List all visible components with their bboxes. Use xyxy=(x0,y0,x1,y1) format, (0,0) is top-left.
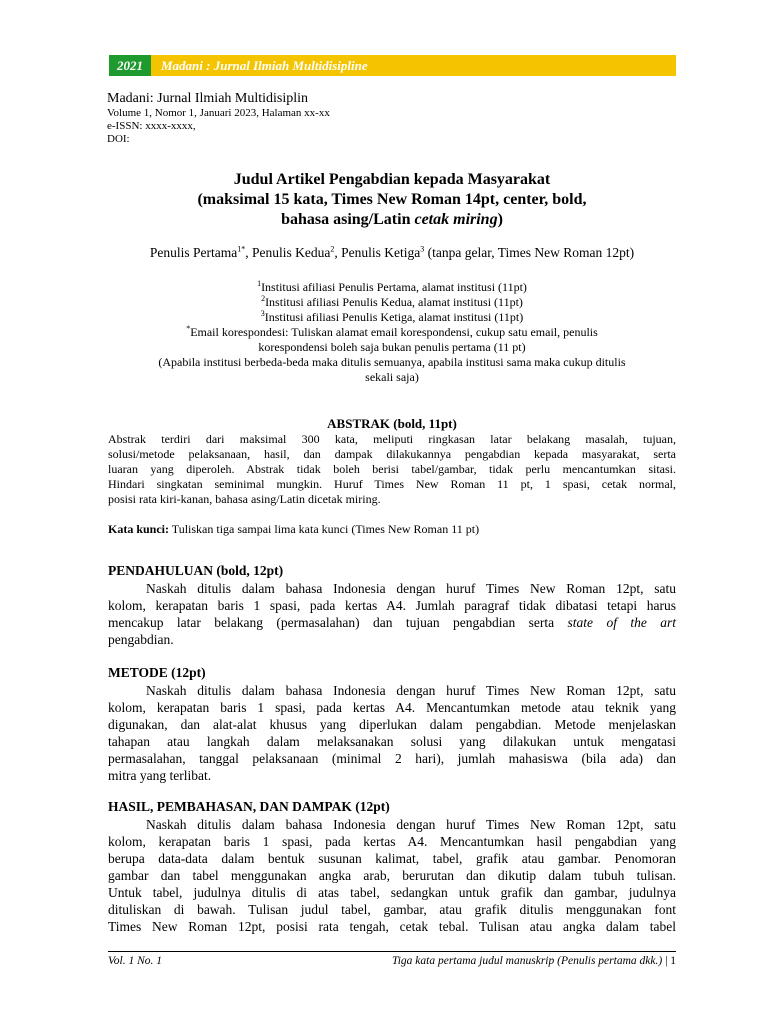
abstract-body xyxy=(108,432,676,507)
affiliation-3-sup: 3 xyxy=(260,309,265,318)
footer-page-number: | 1 xyxy=(662,955,676,967)
section-results-body xyxy=(108,816,676,935)
abstract-line: luaran yang diperoleh. Abstrak tidak boleh berisi tabel/gambar, tidak perlu mencantumkan sitasi. xyxy=(108,462,676,476)
results-line: Naskah ditulis dalam bahasa Indonesia dengan huruf Times New Roman 12pt, satu xyxy=(146,817,676,832)
affiliation-3 xyxy=(108,310,676,325)
journal-header-bar xyxy=(109,55,676,76)
meta-volume: Volume 1, Nomor 1, Januari 2023, Halaman xx-xx xyxy=(107,107,330,119)
abstract-heading: ABSTRAK (bold, 11pt) xyxy=(327,416,457,431)
abstract-line: Hindari singkatan seminimal mungkin. Huruf Times New Roman 11 pt, 1 spasi, cetak normal, xyxy=(108,477,676,491)
abstract-line: posisi rata kiri-kanan, bahasa asing/Latin dicetak miring. xyxy=(108,492,381,506)
intro-line xyxy=(108,614,676,631)
results-line: kolom, kerapatan baris 1 spasi, pada kertas A4. Mencantumkan hasil pengabdian yang xyxy=(108,834,676,849)
section-heading-intro: PENDAHULUAN (bold, 12pt) xyxy=(108,563,284,578)
intro-line-italic: state of the art xyxy=(567,615,676,630)
title-line-3-italic: cetak miring xyxy=(414,211,498,228)
section-intro-body xyxy=(108,580,676,648)
meta-journal: Madani: Jurnal Ilmiah Multidisiplin xyxy=(107,91,309,106)
affiliation-3-text: Institusi afiliasi Penulis Ketiga, alamat institusi (11pt) xyxy=(264,310,524,324)
section-method-body xyxy=(108,682,676,784)
keywords-label: Kata kunci: xyxy=(108,522,170,536)
email-text-1: Email korespondesi: Tuliskan alamat email korespondensi, cukup satu email, penulis xyxy=(190,325,598,339)
email-line-1 xyxy=(108,325,676,340)
affiliation-2 xyxy=(108,295,676,310)
footer-volume: Vol. 1 No. 1 xyxy=(108,955,162,967)
author-note: (tanpa gelar, Times New Roman 12pt) xyxy=(424,245,635,260)
article-meta xyxy=(107,91,330,146)
author-1-sup: 1* xyxy=(237,244,246,254)
method-line: kolom, kerapatan baris 1 spasi, pada kertas A4. Mencantumkan metode atau teknik yang xyxy=(108,700,676,715)
affiliation-1-text: Institusi afiliasi Penulis Pertama, alamat institusi (11pt) xyxy=(261,280,527,294)
footer-running-title-text: Tiga kata pertama judul manuskrip (Penulis pertama dkk.) xyxy=(391,955,663,967)
abstract-line: Abstrak terdiri dari maksimal 300 kata, meliputi ringkasan latar belakang masalah, tujuan, xyxy=(108,432,676,446)
section-heading-results: HASIL, PEMBAHASAN, DAN DAMPAK (12pt) xyxy=(108,799,390,814)
affiliation-1 xyxy=(108,280,676,295)
header-journal-name: Madani : Jurnal Ilmiah Multidisipline xyxy=(161,57,368,73)
intro-line: kolom, kerapatan baris 1 spasi, pada kertas A4. Jumlah paragraf tidak dibatasi tetapi harus xyxy=(108,598,676,613)
method-line: permasalahan, tanggal pelaksanaan (minimal 2 hari), jumlah mahasiswa (bila ada) dan xyxy=(108,751,676,766)
intro-line: pengabdian. xyxy=(108,632,174,647)
affiliation-note-2: sekali saja) xyxy=(365,370,419,384)
footer-rule xyxy=(108,951,676,952)
title-line-3-close: ) xyxy=(497,211,503,228)
title-line-2: (maksimal 15 kata, Times New Roman 14pt, center, bold, xyxy=(197,191,587,208)
method-line: tahapan atau langkah dalam melaksanakan solusi yang dilakukan untuk mengatasi xyxy=(108,734,676,749)
affiliation-2-text: Institusi afiliasi Penulis Kedua, alamat institusi (11pt) xyxy=(265,295,523,309)
article-title xyxy=(108,170,676,230)
method-line: Naskah ditulis dalam bahasa Indonesia dengan huruf Times New Roman 12pt, satu xyxy=(146,683,676,698)
title-line-1: Judul Artikel Pengabdian kepada Masyarakat xyxy=(233,171,551,188)
author-3: , Penulis Ketiga xyxy=(334,245,421,260)
meta-doi: DOI: xyxy=(107,133,130,145)
header-year: 2021 xyxy=(109,55,151,76)
email-sup: * xyxy=(186,324,191,333)
author-2: , Penulis Kedua xyxy=(245,245,331,260)
results-line: Untuk tabel, judulnya ditulis di atas tabel, sedangkan untuk grafik dan gambar, judulnya xyxy=(108,885,676,900)
results-line: Times New Roman 12pt, posisi rata tengah, cetak tebal. Tulisan atau angka dalam tabel xyxy=(108,919,676,934)
intro-line: Naskah ditulis dalam bahasa Indonesia dengan huruf Times New Roman 12pt, satu xyxy=(146,581,676,596)
email-line-2: korespondensi boleh saja bukan penulis pertama (11 pt) xyxy=(258,340,526,354)
section-heading-method: METODE (12pt) xyxy=(108,665,206,680)
keywords-text: Tuliskan tiga sampai lima kata kunci (Times New Roman 11 pt) xyxy=(169,522,480,536)
method-line: digunakan, dan alat-alat khusus yang diperlukan dalam pengabdian. Metode menjelaskan xyxy=(108,717,676,732)
author-1: Penulis Pertama xyxy=(149,245,238,260)
keywords xyxy=(108,522,479,537)
author-list xyxy=(108,245,676,261)
method-line: mitra yang terlibat. xyxy=(108,768,212,783)
results-line: gambar dan tabel menggunakan angka arab, berurutan dan dikutip dalam tubuh tulisan. xyxy=(108,868,676,883)
abstract-line: solusi/metode pelaksanaan, hasil, dan dampak dilakukannya pengabdian kepada masyarakat, serta xyxy=(108,447,676,461)
results-line: berupa data-data dalam bentuk susunan kalimat, tabel, grafik atau gambar. Penomoran xyxy=(108,851,676,866)
title-line-3 xyxy=(108,210,676,230)
author-3-sup: 3 xyxy=(420,244,425,254)
footer-running-title xyxy=(392,955,676,967)
intro-line-text: mencakup latar belakang (permasalahan) dan tujuan pengabdian serta xyxy=(108,615,568,630)
affiliation-note-1: (Apabila institusi berbeda-beda maka ditulis semuanya, apabila institusi sama maka cukup ditulis xyxy=(158,355,626,369)
affiliation-1-sup: 1 xyxy=(257,279,262,288)
meta-issn: e-ISSN: xxxx-xxxx, xyxy=(107,120,196,132)
author-2-sup: 2 xyxy=(330,244,335,254)
results-line: dituliskan di bawah. Tulisan judul tabel, gambar, atau grafik ditulis menggunakan font xyxy=(108,902,676,917)
affiliations xyxy=(108,280,676,385)
title-line-3-text: bahasa asing/Latin xyxy=(281,211,415,228)
affiliation-2-sup: 2 xyxy=(261,294,266,303)
